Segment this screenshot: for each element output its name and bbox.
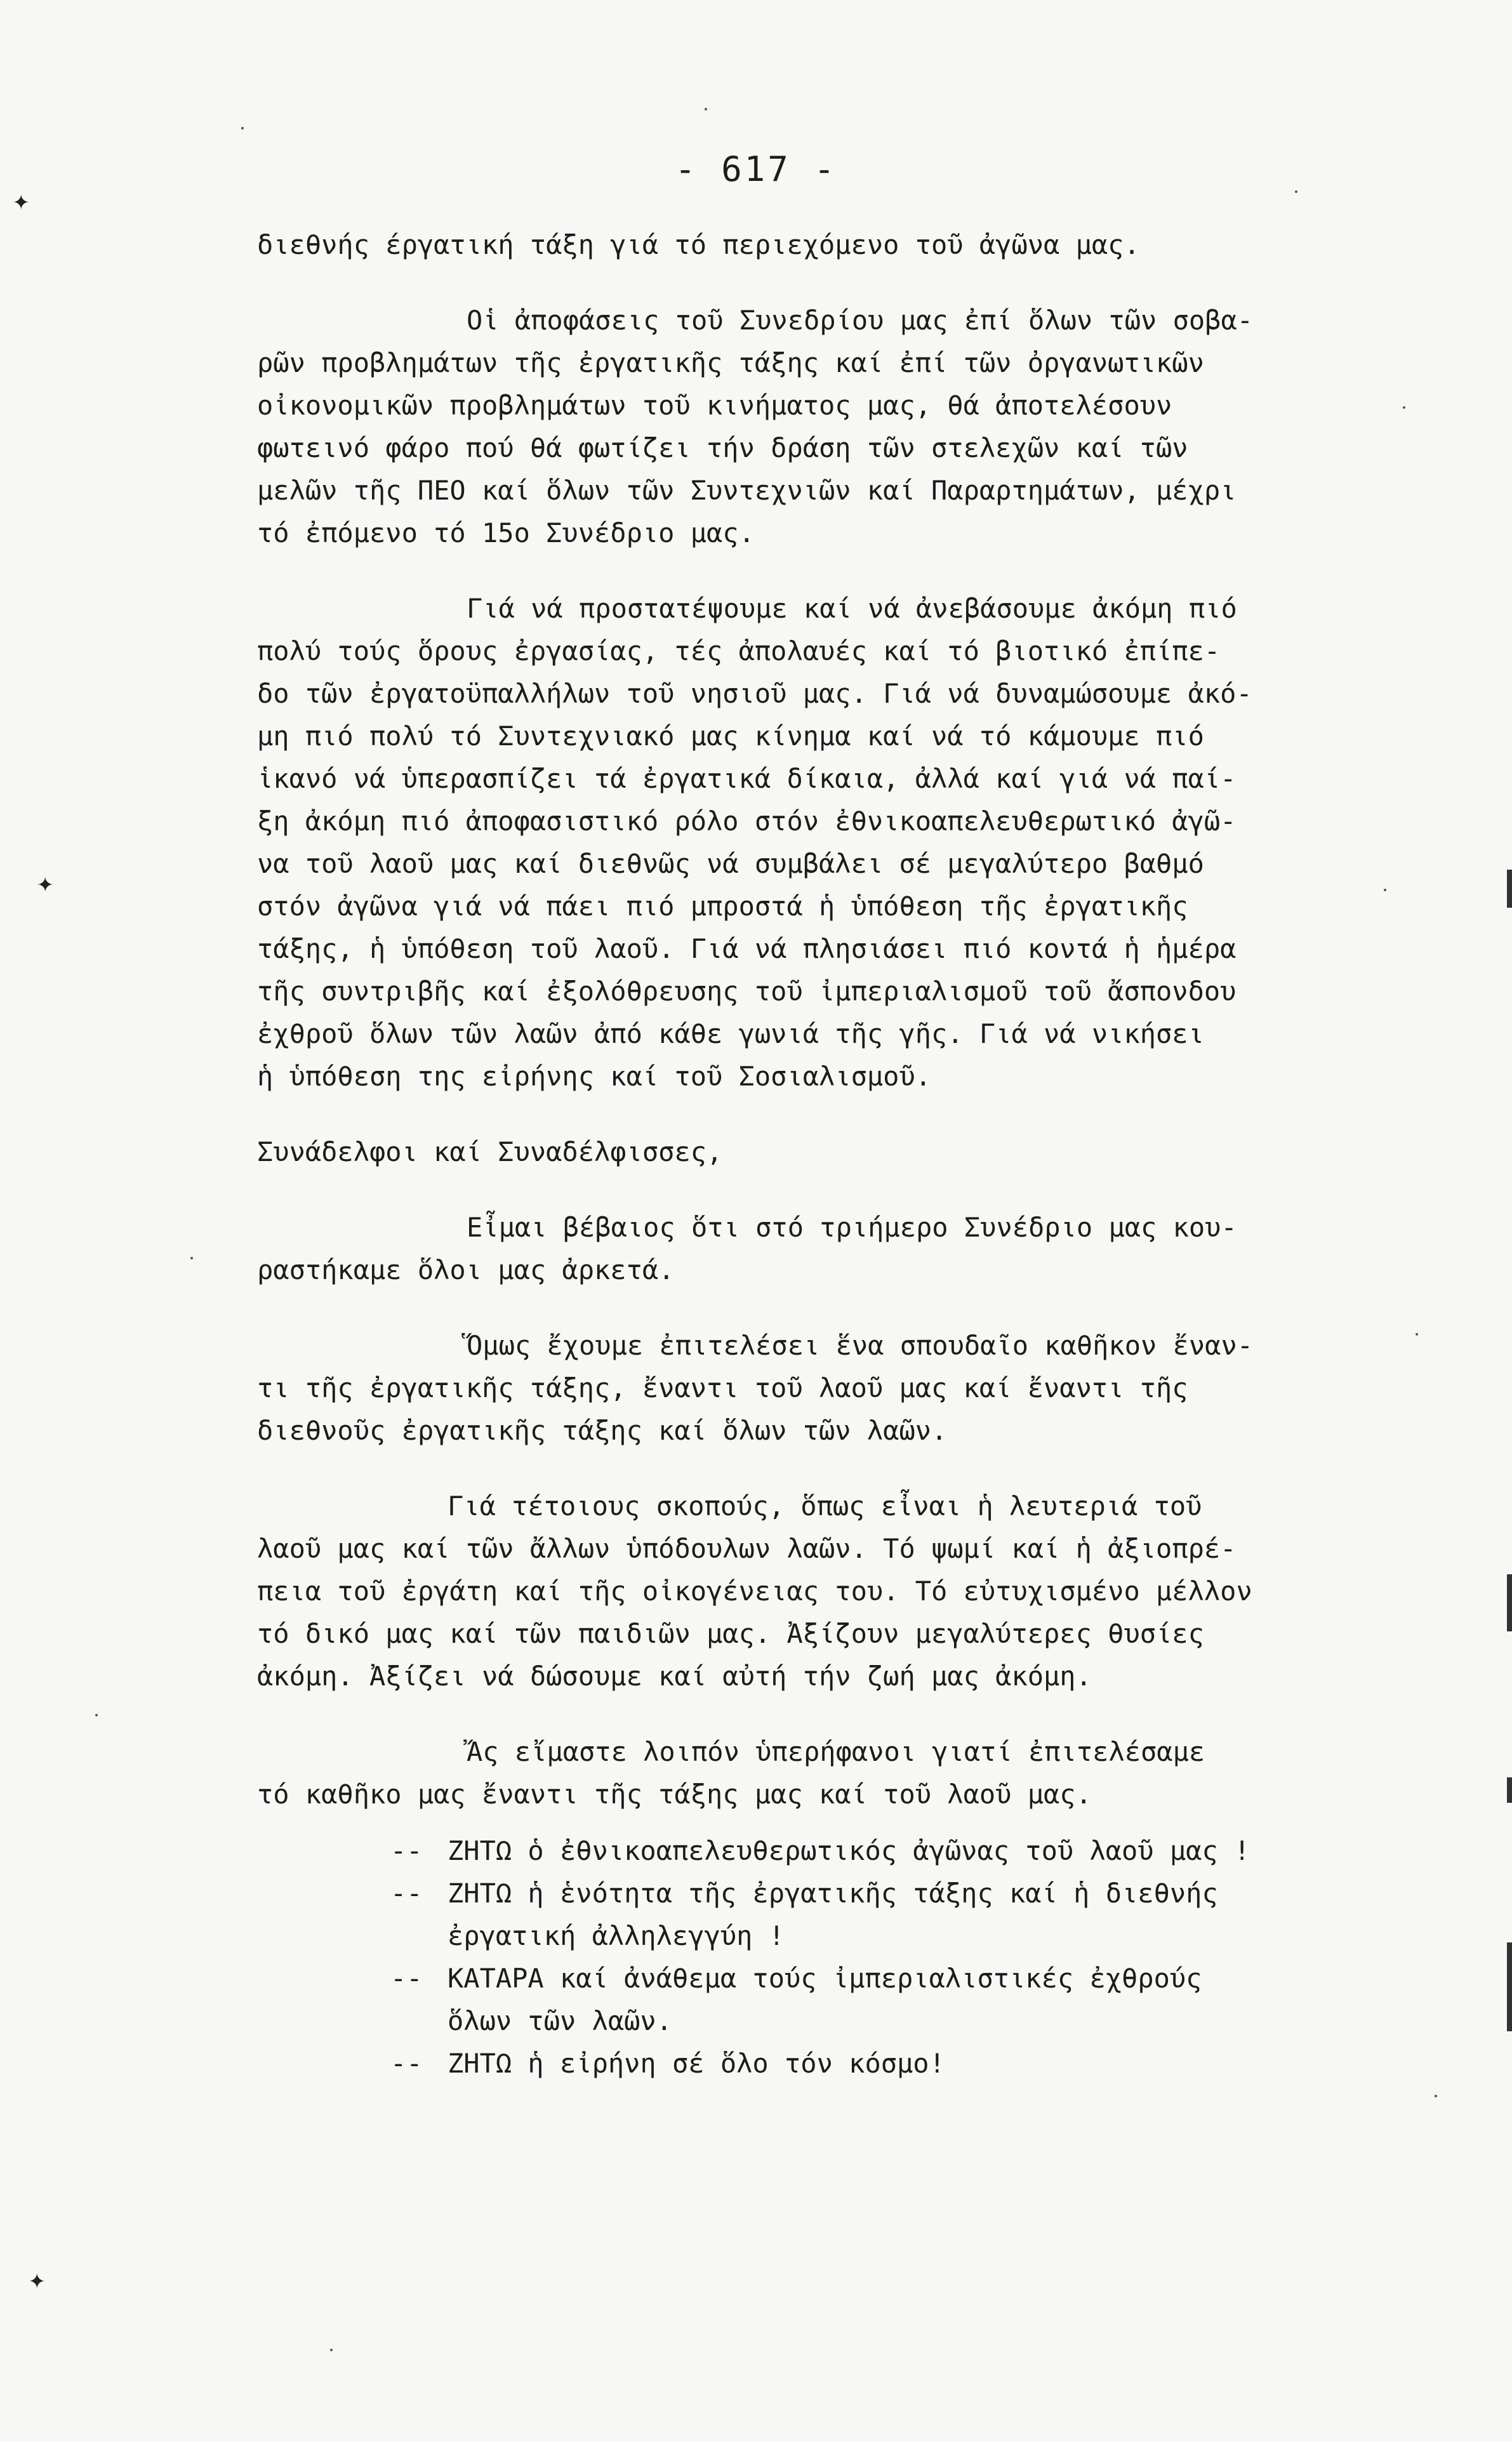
dash-marker: -- [390,1878,423,1909]
text-line: Ὅμως ἔχουμε ἐπιτελέσει ἕνα σπουδαῖο καθῆκον ἔναν- [467,1330,1254,1361]
scan-speck [1384,889,1386,891]
scan-speck [1416,1333,1418,1336]
scan-edge-mark [1507,1777,1512,1803]
text-line: ἡ ὑπόθεση της εἰρήνης καί τοῦ Σοσιαλισμοῦ. [257,1061,932,1092]
scan-speck [705,108,707,110]
text-line: μελῶν τῆς ΠΕΟ καί ὅλων τῶν Συντεχνιῶν καί Παραρτημάτων, μέχρι [257,475,1237,506]
scan-speck [1295,190,1297,193]
paragraph-6 [257,1485,1362,1697]
paragraph-4 [257,1206,1362,1291]
text-line: οἰκονομικῶν προβλημάτων τοῦ κινήματος μας, θά ἀποτελέσουν [257,390,1172,421]
text-line: Οἱ ἀποφάσεις τοῦ Συνεδρίου μας ἐπί ὅλων τῶν σοβα- [467,305,1254,336]
text-line: ἐχθροῦ ὅλων τῶν λαῶν ἀπό κάθε γωνιά τῆς γῆς. Γιά νά νικήσει [257,1018,1204,1049]
text-line: τῆς συντριβῆς καί ἐξολόθρευσης τοῦ ἰμπεριαλισμοῦ τοῦ ἄσπονδου [257,976,1237,1007]
text-line: φωτεινό φάρο πού θά φωτίζει τήν δράση τῶν στελεχῶν καί τῶν [257,432,1188,463]
margin-mark-icon: ✦ [37,866,54,899]
text-line: ΚΑΤΑΡΑ καί ἀνάθεμα τούς ἰμπεριαλιστικές ἐχθρούς [448,1963,1202,1994]
text-line: διεθνοῦς ἐργατικῆς τάξης καί ὅλων τῶν λαῶν. [257,1415,948,1446]
text-line: πεια τοῦ ἐργάτη καί τῆς οἰκογένειας του. Τό εὐτυχισμένο μέλλον [257,1576,1252,1607]
dash-marker: -- [390,2048,423,2079]
text-line: ἀκόμη. Ἀξίζει νά δώσουμε καί αὐτή τήν ζωή μας ἀκόμη. [257,1661,1092,1692]
text-line: να τοῦ λαοῦ μας καί διεθνῶς νά συμβάλει σέ μεγαλύτερο βαθμό [257,848,1204,879]
text-line: ΖΗΤΩ ὁ ἐθνικοαπελευθερωτικός ἀγῶνας τοῦ λαοῦ μας ! [448,1835,1250,1866]
scan-edge-mark [1507,1574,1512,1631]
text-line: ραστήκαμε ὅλοι μας ἀρκετά. [257,1254,675,1285]
paragraph-5 [257,1324,1362,1452]
text-line: τό καθῆκο μας ἔναντι τῆς τάξης μας καί τοῦ λαοῦ μας. [257,1779,1092,1810]
scan-speck [190,1257,193,1259]
text-line: Συνάδελφοι καί Συναδέλφισσες, [257,1136,723,1167]
paragraph-7 [257,1730,1362,1815]
scan-speck [1435,2095,1437,2097]
scan-speck [330,2349,333,2351]
text-line: τό ἐπόμενο τό 15ο Συνέδριο μας. [257,517,755,548]
slogan-item [390,1872,1362,1957]
page-number: - 617 - [675,149,837,189]
dash-marker: -- [390,1963,423,1994]
text-line: ἐργατική ἀλληλεγγύη ! [448,1920,785,1951]
slogan-item [390,2042,1362,2085]
text-line: στόν ἀγῶνα γιά νά πάει πιό μπροστά ἡ ὑπόθεση τῆς ἐργατικῆς [257,891,1188,922]
scan-speck [241,127,244,129]
salutation [257,1131,1362,1173]
text-line: τάξης, ἡ ὑπόθεση τοῦ λαοῦ. Γιά νά πλησιάσει πιό κοντά ἡ ἡμέρα [257,933,1237,964]
scan-speck [95,1714,98,1716]
text-line: μη πιό πολύ τό Συντεχνιακό μας κίνημα καί νά τό κάμουμε πιό [257,720,1204,752]
text-line: ΖΗΤΩ ἡ εἰρήνη σέ ὅλο τόν κόσμο! [448,2048,945,2079]
text-line: Εἶμαι βέβαιος ὅτι στό τριήμερο Συνέδριο μας κου- [467,1212,1237,1243]
dash-marker: -- [390,1835,423,1866]
paragraph-2 [257,299,1362,554]
text-line: Γιά νά προστατέψουμε καί νά ἀνεβάσουμε ἀκόμη πιό [467,593,1237,624]
text-line: ξη ἀκόμη πιό ἀποφασιστικό ρόλο στόν ἐθνικοαπελευθερωτικό ἀγῶ- [257,806,1237,837]
margin-mark-icon: ✦ [29,2263,46,2295]
text-line: ΖΗΤΩ ἡ ἑνότητα τῆς ἐργατικῆς τάξης καί ἡ διεθνής [448,1878,1218,1909]
text-line: λαοῦ μας καί τῶν ἄλλων ὑπόδουλων λαῶν. Τό ψωμί καί ἡ ἀξιοπρέ- [257,1533,1237,1564]
slogan-list [257,1829,1362,2085]
text-line: τό δικό μας καί τῶν παιδιῶν μας. Ἀξίζουν μεγαλύτερες θυσίες [257,1618,1204,1649]
text-line: διεθνής έργατική τάξη γιά τό περιεχόμενο τοῦ ἀγῶνα μας. [257,229,1140,260]
paragraph-1 [257,223,1362,266]
text-line: Γιά τέτοιους σκοπούς, ὅπως εἶναι ἡ λευτεριά τοῦ [448,1490,1202,1522]
margin-mark-icon: ✦ [13,184,30,216]
scan-edge-mark [1507,1942,1512,2031]
text-line: Ἄς εἴμαστε λοιπόν ὑπερήφανοι γιατί ἐπιτελέσαμε [467,1736,1205,1767]
scan-edge-mark [1507,870,1512,908]
scan-speck [1403,406,1405,409]
slogan-item [390,1829,1362,1872]
text-line: ὅλων τῶν λαῶν. [448,2005,673,2036]
document-body [257,223,1362,2085]
paragraph-3 [257,587,1362,1098]
text-line: ἱκανό νά ὑπερασπίζει τά ἐργατικά δίκαια, ἀλλά καί γιά νά παί- [257,763,1237,794]
slogan-item [390,1957,1362,2042]
text-line: ρῶν προβλημάτων τῆς ἐργατικῆς τάξης καί ἐπί τῶν ὀργανωτικῶν [257,347,1204,378]
text-line: πολύ τούς ὅρους ἐργασίας, τές ἀπολαυές καί τό βιοτικό ἐπίπε- [257,635,1221,667]
text-line: τι τῆς ἐργατικῆς τάξης, ἔναντι τοῦ λαοῦ μας καί ἔναντι τῆς [257,1372,1188,1403]
text-line: δο τῶν ἐργατοϋπαλλήλων τοῦ νησιοῦ μας. Γιά νά δυναμώσουμε ἀκό- [257,678,1252,709]
